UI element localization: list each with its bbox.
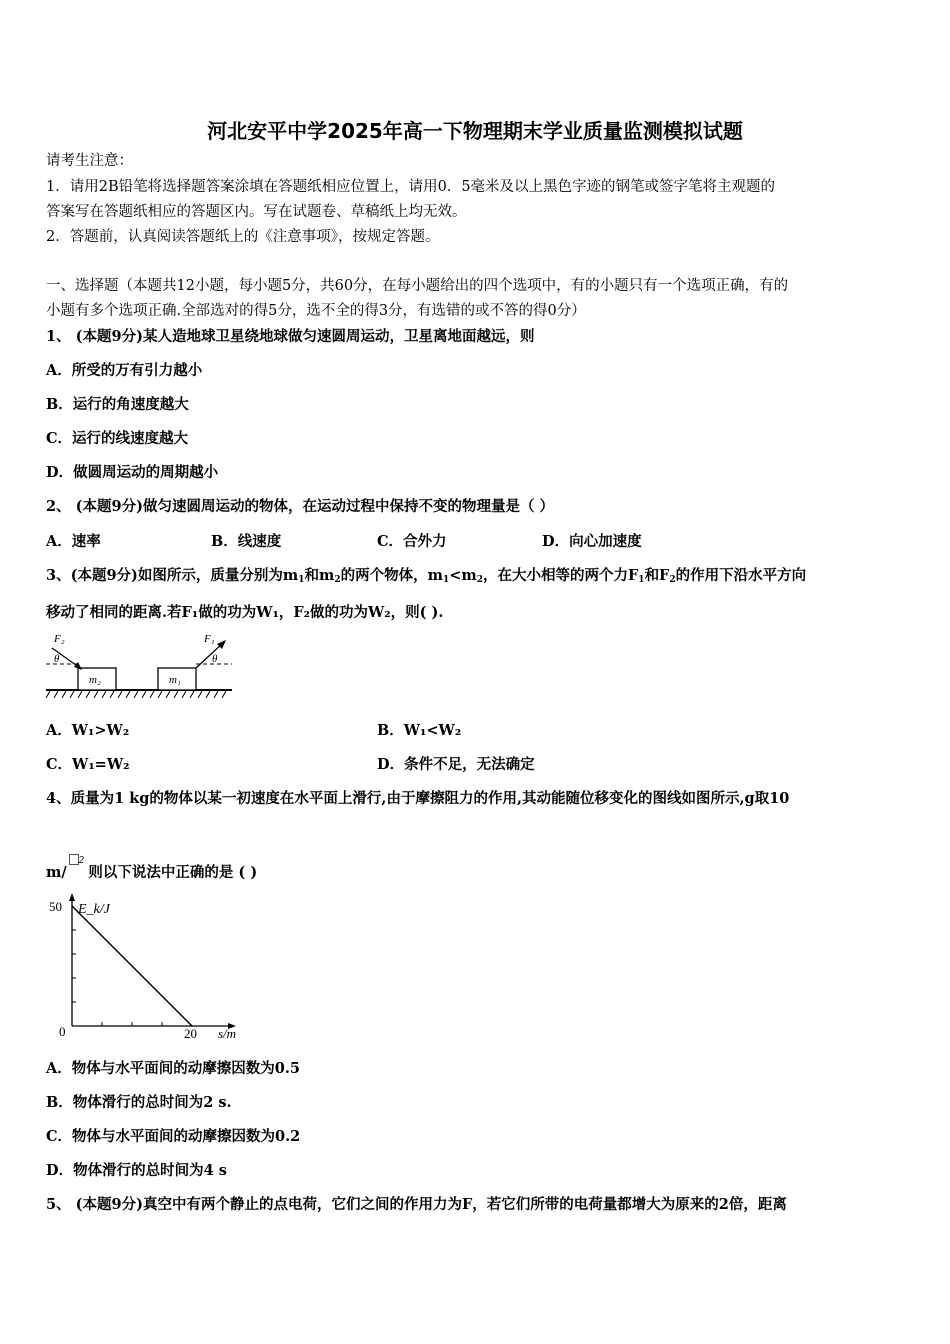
q2-option-a: A．速率 <box>46 533 101 550</box>
x-axis-label: s/m <box>218 1026 237 1041</box>
origin-label: 0 <box>59 1024 66 1039</box>
label-theta-left: θ <box>54 653 60 665</box>
q4-unit-sup: 2 <box>78 856 85 866</box>
q3-option-c: C．W₁=W₂ <box>46 756 130 773</box>
q1-option-a: A．所受的万有引力越小 <box>46 362 203 379</box>
q3-stem-line-2: 移动了相同的距离.若F₁做的功为W₁，F₂做的功为W₂，则( ). <box>46 604 444 621</box>
q4-question: 则以下说法中正确的是 ( ) <box>88 864 258 881</box>
label-m2: m₂ <box>89 674 101 686</box>
label-f1: F₁ <box>204 633 215 645</box>
q2-stem: 2、 (本题9分)做匀速圆周运动的物体，在运动过程中保持不变的物理量是（ ） <box>46 498 554 515</box>
q3-stem: 3、(本题9分)如图所示，质量分别为$m_1$和$m_2$的两个物体，$m_1<m_2$，在大小相等的两个力$F_1$和$F_2$的作用下沿水平方向 <box>46 567 807 585</box>
chart-ticks <box>72 930 162 1026</box>
q1-option-b: B．运行的角速度越大 <box>46 396 189 413</box>
q2-option-d: D．向心加速度 <box>542 533 642 550</box>
q4-stem-line-2 <box>46 852 257 882</box>
q4-option-a: A．物体与水平面间的动摩擦因数为0.5 <box>46 1060 300 1077</box>
missing-glyph-box <box>69 854 79 865</box>
y-axis-label: E_k/J <box>78 902 110 917</box>
q1-option-d: D．做圆周运动的周期越小 <box>46 464 219 481</box>
q5-stem: 5、 (本题9分)真空中有两个静止的点电荷，它们之间的作用力为F，若它们所带的电荷量都增大为原来的2倍，距离 <box>46 1196 787 1213</box>
section-intro-1: 一、选择题（本题共12小题，每小题5分，共60分，在每小题给出的四个选项中，有的小题只有一个选项正确，有的 <box>46 278 789 294</box>
label-f2: F₂ <box>54 633 65 645</box>
y-tick-label: 50 <box>49 899 62 914</box>
q4-stem: 4、质量为1 kg的物体以某一初速度在水平面上滑行,由于摩擦阻力的作用,其动能随位移变化的图线如图所示,g取10 <box>46 790 790 807</box>
q4-unit: m/ <box>46 864 67 881</box>
x-tick-label: 20 <box>184 1026 197 1041</box>
ek-chart <box>40 893 255 1048</box>
page-title: 河北安平中学2025年高一下物理期末学业质量监测模拟试题 <box>207 119 743 143</box>
notice-line-2: 2．答题前，认真阅读答题纸上的《注意事项》，按规定答题。 <box>46 229 440 245</box>
ek-line <box>72 906 192 1026</box>
q4-option-b: B．物体滑行的总时间为2 s. <box>46 1094 232 1111</box>
label-theta-right: θ <box>212 653 218 665</box>
section-intro-2: 小题有多个选项正确.全部选对的得5分，选不全的得3分，有选错的或不答的得0分） <box>46 303 586 319</box>
chart-series <box>71 905 193 1027</box>
notice-line-1b: 答案写在答题纸相应的答题区内。写在试题卷、草稿纸上均无效。 <box>46 204 467 220</box>
q2-option-b: B．线速度 <box>211 533 282 550</box>
label-m1: m₁ <box>169 674 181 686</box>
q1-option-c: C．运行的线速度越大 <box>46 430 189 447</box>
q3-option-a: A．W₁>W₂ <box>46 722 130 739</box>
q3-option-b: B．W₁<W₂ <box>377 722 462 739</box>
q1-stem: 1、 (本题9分)某人造地球卫星绕地球做匀速圆周运动，卫星离地面越远，则 <box>46 328 535 345</box>
q3-option-d: D．条件不足，无法确定 <box>377 756 535 773</box>
notice-line-1: 1．请用2B铅笔将选择题答案涂填在答题纸相应位置上，请用0．5毫米及以上黑色字迹的钢笔或签字笔将主观题的 <box>46 179 776 195</box>
notice-heading: 请考生注意： <box>46 153 133 169</box>
q3-figure <box>44 628 234 704</box>
y-axis-arrow <box>69 893 75 901</box>
q4-option-d: D．物体滑行的总时间为4 s <box>46 1162 227 1179</box>
q4-option-c: C．物体与水平面间的动摩擦因数为0.2 <box>46 1128 301 1145</box>
q2-option-c: C．合外力 <box>377 533 447 550</box>
data-point <box>71 905 73 907</box>
